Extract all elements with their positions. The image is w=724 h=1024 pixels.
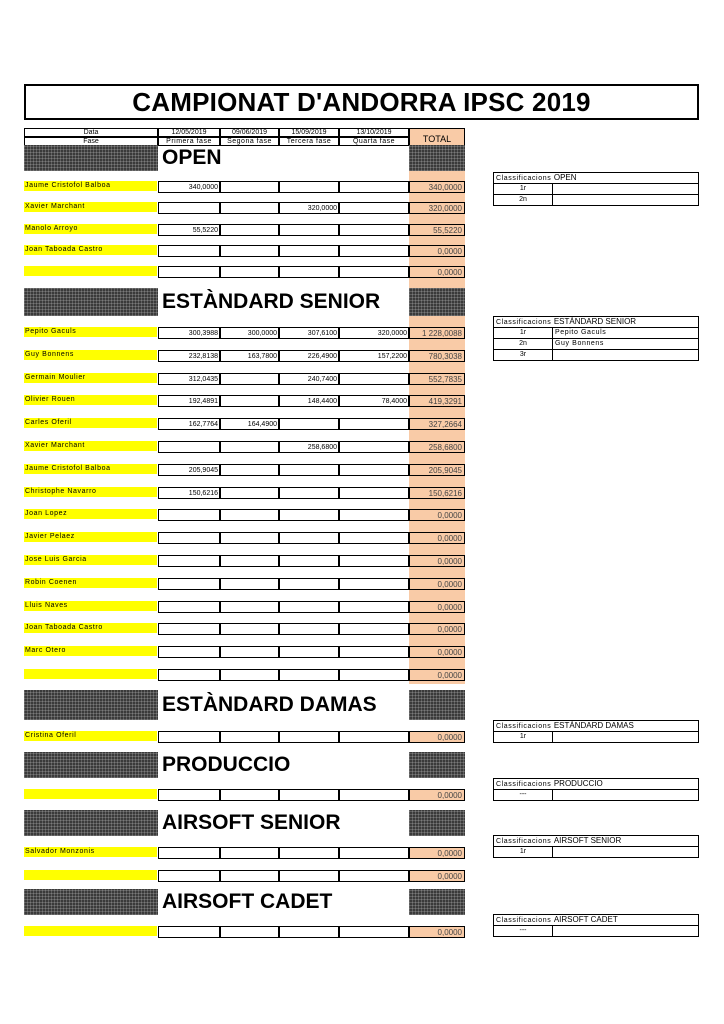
score-cell[interactable] xyxy=(158,578,220,590)
total-cell: 258,6800 xyxy=(409,441,465,453)
score-cell[interactable] xyxy=(339,789,409,801)
classification-name xyxy=(553,195,698,205)
score-cell[interactable]: 300,0000 xyxy=(220,327,279,339)
classification-rank: 2n xyxy=(494,339,553,349)
score-cell[interactable] xyxy=(279,181,339,193)
competitor-name: Guy Bonnens xyxy=(24,350,157,360)
classification-box xyxy=(493,778,699,801)
header-phase: Quarta fase xyxy=(339,137,409,146)
classification-category: AIRSOFT SENIOR xyxy=(553,836,622,845)
section-title: OPEN xyxy=(162,146,222,169)
total-cell: 0,0000 xyxy=(409,266,465,278)
competitor-name: Olivier Rouen xyxy=(24,395,157,405)
classification-rank: --- xyxy=(494,790,553,800)
score-cell[interactable] xyxy=(220,373,279,385)
classification-box xyxy=(493,914,699,937)
section-band-left xyxy=(24,690,158,720)
score-cell[interactable] xyxy=(158,509,220,521)
classification-name: Pepito Gaculs xyxy=(555,329,607,336)
section-band-left xyxy=(24,752,158,778)
classification-row xyxy=(494,732,698,742)
fase-label: Fase xyxy=(24,137,158,146)
score-cell[interactable] xyxy=(339,181,409,193)
score-cell[interactable] xyxy=(158,266,220,278)
total-cell: 0,0000 xyxy=(409,926,465,938)
classification-category: OPEN xyxy=(553,173,577,182)
score-cell[interactable]: 226,4900 xyxy=(279,350,339,362)
score-cell[interactable] xyxy=(339,266,409,278)
score-cell[interactable] xyxy=(220,202,279,214)
competitor-name: Christophe Navarro xyxy=(24,487,157,497)
score-cell[interactable]: 240,7400 xyxy=(279,373,339,385)
classification-name xyxy=(553,790,698,800)
score-cell[interactable]: 150,6216 xyxy=(158,487,220,499)
score-cell[interactable] xyxy=(339,373,409,385)
section-band-total xyxy=(409,752,465,778)
score-cell[interactable] xyxy=(339,646,409,658)
score-cell[interactable] xyxy=(220,601,279,613)
score-cell[interactable] xyxy=(220,266,279,278)
total-cell: 205,9045 xyxy=(409,464,465,476)
classification-rank: 2n xyxy=(494,195,553,205)
score-cell[interactable]: 55,5220 xyxy=(158,224,220,236)
competitor-name: Jose Luis Garcia xyxy=(24,555,157,565)
classification-box xyxy=(493,172,699,206)
competitor-name: Joan Lopez xyxy=(24,509,157,519)
score-cell[interactable] xyxy=(279,487,339,499)
score-cell[interactable] xyxy=(279,669,339,681)
classification-category: ESTÀNDARD SENIOR xyxy=(553,317,637,326)
score-cell[interactable] xyxy=(158,646,220,658)
score-cell[interactable] xyxy=(220,224,279,236)
score-cell[interactable]: 78,4000 xyxy=(339,395,409,407)
competitor-name: Joan Taboada Castro xyxy=(24,623,157,633)
competitor-name: Xavier Marchant xyxy=(24,441,157,451)
score-cell[interactable] xyxy=(158,669,220,681)
classification-category: PRODUCCIO xyxy=(553,779,603,788)
score-cell[interactable] xyxy=(158,789,220,801)
score-cell[interactable]: 307,6100 xyxy=(279,327,339,339)
score-cell[interactable] xyxy=(279,266,339,278)
score-cell[interactable] xyxy=(279,623,339,635)
section-band-total xyxy=(409,889,465,915)
score-cell[interactable] xyxy=(220,731,279,743)
classification-title xyxy=(494,915,698,926)
total-cell: 150,6216 xyxy=(409,487,465,499)
score-cell[interactable]: 320,0000 xyxy=(339,327,409,339)
classification-row xyxy=(494,926,698,936)
score-cell[interactable] xyxy=(279,926,339,938)
competitor-name xyxy=(24,870,157,880)
classification-row xyxy=(494,790,698,800)
score-cell[interactable] xyxy=(158,847,220,859)
score-cell[interactable] xyxy=(339,926,409,938)
score-cell[interactable] xyxy=(220,578,279,590)
total-cell: 0,0000 xyxy=(409,245,465,257)
score-cell[interactable] xyxy=(220,870,279,882)
score-cell[interactable]: 163,7800 xyxy=(220,350,279,362)
competitor-name xyxy=(24,266,157,276)
score-cell[interactable] xyxy=(220,181,279,193)
score-cell[interactable] xyxy=(220,926,279,938)
total-cell: 552,7835 xyxy=(409,373,465,385)
score-cell[interactable] xyxy=(220,245,279,257)
score-cell[interactable] xyxy=(279,646,339,658)
score-cell[interactable] xyxy=(158,926,220,938)
section-title: ESTÀNDARD DAMAS xyxy=(162,693,377,716)
score-cell[interactable]: 192,4891 xyxy=(158,395,220,407)
classification-row xyxy=(494,184,698,194)
section-band-total xyxy=(409,145,465,171)
classification-rank: 1r xyxy=(494,184,553,194)
score-cell[interactable] xyxy=(339,441,409,453)
score-cell[interactable] xyxy=(279,418,339,430)
competitor-name: Lluis Naves xyxy=(24,601,157,611)
score-cell[interactable] xyxy=(158,601,220,613)
score-cell[interactable] xyxy=(158,870,220,882)
classification-row xyxy=(494,328,698,338)
score-cell[interactable] xyxy=(158,731,220,743)
total-cell: 327,2664 xyxy=(409,418,465,430)
score-cell[interactable] xyxy=(339,418,409,430)
section-band-left xyxy=(24,288,158,316)
total-cell: 0,0000 xyxy=(409,669,465,681)
competitor-name: Joan Taboada Castro xyxy=(24,245,157,255)
classification-rank: 1r xyxy=(494,732,553,742)
classification-name xyxy=(553,847,698,857)
score-cell[interactable] xyxy=(158,555,220,567)
score-cell[interactable] xyxy=(279,601,339,613)
competitor-name: Cristina Oferil xyxy=(24,731,157,741)
classification-label: Classificacions xyxy=(496,175,552,182)
total-cell: 0,0000 xyxy=(409,555,465,567)
score-cell[interactable]: 157,2200 xyxy=(339,350,409,362)
score-cell[interactable]: 312,0435 xyxy=(158,373,220,385)
competitor-name: Robin Coenen xyxy=(24,578,157,588)
score-cell[interactable] xyxy=(279,245,339,257)
competitor-name: Manolo Arroyo xyxy=(24,224,157,234)
score-cell[interactable]: 258,6800 xyxy=(279,441,339,453)
section-title: PRODUCCIO xyxy=(162,753,291,776)
score-cell[interactable]: 148,4400 xyxy=(279,395,339,407)
competitor-name: Xavier Marchant xyxy=(24,202,157,212)
competitor-name: Marc Otero xyxy=(24,646,157,656)
classification-rank: 3r xyxy=(494,350,553,360)
score-cell[interactable] xyxy=(339,464,409,476)
score-cell[interactable] xyxy=(220,847,279,859)
section-title: ESTÀNDARD SENIOR xyxy=(162,290,381,313)
competitor-name: Carles Oferil xyxy=(24,418,157,428)
score-cell[interactable] xyxy=(339,224,409,236)
score-cell[interactable] xyxy=(279,532,339,544)
section-band-total xyxy=(409,288,465,316)
score-cell[interactable]: 300,3988 xyxy=(158,327,220,339)
score-cell[interactable] xyxy=(220,623,279,635)
classification-label: Classificacions xyxy=(496,838,552,845)
total-cell: 780,3038 xyxy=(409,350,465,362)
total-cell: 55,5220 xyxy=(409,224,465,236)
classification-row xyxy=(494,847,698,857)
score-cell[interactable] xyxy=(339,555,409,567)
score-cell[interactable] xyxy=(279,870,339,882)
score-cell[interactable] xyxy=(279,789,339,801)
total-cell: 0,0000 xyxy=(409,847,465,859)
score-cell[interactable] xyxy=(339,669,409,681)
header-phase: Tercera fase xyxy=(279,137,339,146)
score-cell[interactable] xyxy=(339,623,409,635)
score-cell[interactable] xyxy=(220,532,279,544)
classification-row xyxy=(494,194,698,205)
score-cell[interactable]: 205,9045 xyxy=(158,464,220,476)
score-cell[interactable]: 162,7764 xyxy=(158,418,220,430)
header-date: 12/05/2019 xyxy=(158,128,220,137)
total-cell: 320,0000 xyxy=(409,202,465,214)
classification-box xyxy=(493,720,699,743)
competitor-name: Pepito Gaculs xyxy=(24,327,157,337)
score-cell[interactable] xyxy=(220,509,279,521)
total-cell: 0,0000 xyxy=(409,623,465,635)
classification-row xyxy=(494,349,698,360)
score-cell[interactable]: 164,4900 xyxy=(220,418,279,430)
score-cell[interactable] xyxy=(339,578,409,590)
score-cell[interactable] xyxy=(339,509,409,521)
classification-name xyxy=(553,926,698,936)
classification-name xyxy=(553,732,698,742)
total-cell: 419,3291 xyxy=(409,395,465,407)
score-cell[interactable] xyxy=(158,245,220,257)
score-cell[interactable] xyxy=(339,532,409,544)
total-cell: 0,0000 xyxy=(409,578,465,590)
section-band-left xyxy=(24,145,158,171)
classification-title xyxy=(494,779,698,790)
score-cell[interactable] xyxy=(279,464,339,476)
header-date: 13/10/2019 xyxy=(339,128,409,137)
classification-rank: 1r xyxy=(494,328,553,338)
classification-name xyxy=(553,350,698,360)
classification-title xyxy=(494,317,698,328)
header-date: 09/06/2019 xyxy=(220,128,279,137)
score-cell[interactable]: 340,0000 xyxy=(158,181,220,193)
total-cell: 0,0000 xyxy=(409,870,465,882)
score-cell[interactable]: 232,8138 xyxy=(158,350,220,362)
classification-rank: 1r xyxy=(494,847,553,857)
total-cell: 1 228,0088 xyxy=(409,327,465,339)
competitor-name: Jaume Cristofol Balboa xyxy=(24,181,157,191)
total-header: TOTAL xyxy=(409,128,465,147)
score-cell[interactable] xyxy=(220,441,279,453)
section-band-left xyxy=(24,889,158,915)
total-cell: 0,0000 xyxy=(409,731,465,743)
competitor-name xyxy=(24,669,157,679)
section-title: AIRSOFT SENIOR xyxy=(162,811,341,834)
score-cell[interactable] xyxy=(220,395,279,407)
header-phase: Primera fase xyxy=(158,137,220,146)
score-cell[interactable] xyxy=(339,487,409,499)
score-cell[interactable] xyxy=(279,509,339,521)
score-cell[interactable] xyxy=(220,789,279,801)
score-cell[interactable] xyxy=(158,202,220,214)
score-cell[interactable] xyxy=(339,870,409,882)
score-cell[interactable] xyxy=(339,731,409,743)
classification-label: Classificacions xyxy=(496,723,552,730)
score-cell[interactable] xyxy=(339,202,409,214)
total-cell: 0,0000 xyxy=(409,789,465,801)
header-date: 15/09/2019 xyxy=(279,128,339,137)
score-cell[interactable] xyxy=(339,245,409,257)
score-cell[interactable] xyxy=(279,555,339,567)
total-cell: 0,0000 xyxy=(409,601,465,613)
classification-rank: --- xyxy=(494,926,553,936)
score-cell[interactable] xyxy=(158,532,220,544)
date-label: Data xyxy=(24,128,158,137)
competitor-name xyxy=(24,789,157,799)
score-cell[interactable] xyxy=(279,847,339,859)
score-cell[interactable] xyxy=(220,464,279,476)
competitor-name: Salvador Monzonis xyxy=(24,847,157,857)
header-phase: Segona fase xyxy=(220,137,279,146)
section-band-left xyxy=(24,810,158,836)
competitor-name: Javier Pelaez xyxy=(24,532,157,542)
score-cell[interactable] xyxy=(279,224,339,236)
classification-label: Classificacions xyxy=(496,781,552,788)
competitor-name: Germain Moulier xyxy=(24,373,157,383)
section-band-total xyxy=(409,690,465,720)
score-cell[interactable] xyxy=(279,731,339,743)
score-cell[interactable] xyxy=(220,646,279,658)
classification-box xyxy=(493,316,699,361)
classification-name: Guy Bonnens xyxy=(555,340,605,347)
section-band-total xyxy=(409,810,465,836)
score-cell[interactable] xyxy=(220,669,279,681)
total-cell: 0,0000 xyxy=(409,509,465,521)
classification-title xyxy=(494,721,698,732)
classification-name xyxy=(553,184,698,194)
classification-box xyxy=(493,835,699,858)
competitor-name xyxy=(24,926,157,936)
page-title: CAMPIONAT D'ANDORRA IPSC 2019 xyxy=(24,84,699,120)
total-cell: 340,0000 xyxy=(409,181,465,193)
classification-label: Classificacions xyxy=(496,917,552,924)
classification-category: AIRSOFT CADET xyxy=(553,915,618,924)
classification-title xyxy=(494,173,698,184)
score-cell[interactable] xyxy=(158,441,220,453)
score-cell[interactable] xyxy=(220,555,279,567)
classification-category: ESTÀNDARD DAMAS xyxy=(553,721,634,730)
score-cell[interactable] xyxy=(339,847,409,859)
classification-row xyxy=(494,338,698,349)
score-cell[interactable] xyxy=(158,623,220,635)
score-cell[interactable]: 320,0000 xyxy=(279,202,339,214)
score-cell[interactable] xyxy=(279,578,339,590)
score-cell[interactable] xyxy=(220,487,279,499)
classification-label: Classificacions xyxy=(496,319,552,326)
total-cell: 0,0000 xyxy=(409,646,465,658)
total-cell: 0,0000 xyxy=(409,532,465,544)
section-title: AIRSOFT CADET xyxy=(162,890,333,913)
score-cell[interactable] xyxy=(339,601,409,613)
classification-title xyxy=(494,836,698,847)
competitor-name: Jaume Cristofol Balboa xyxy=(24,464,157,474)
